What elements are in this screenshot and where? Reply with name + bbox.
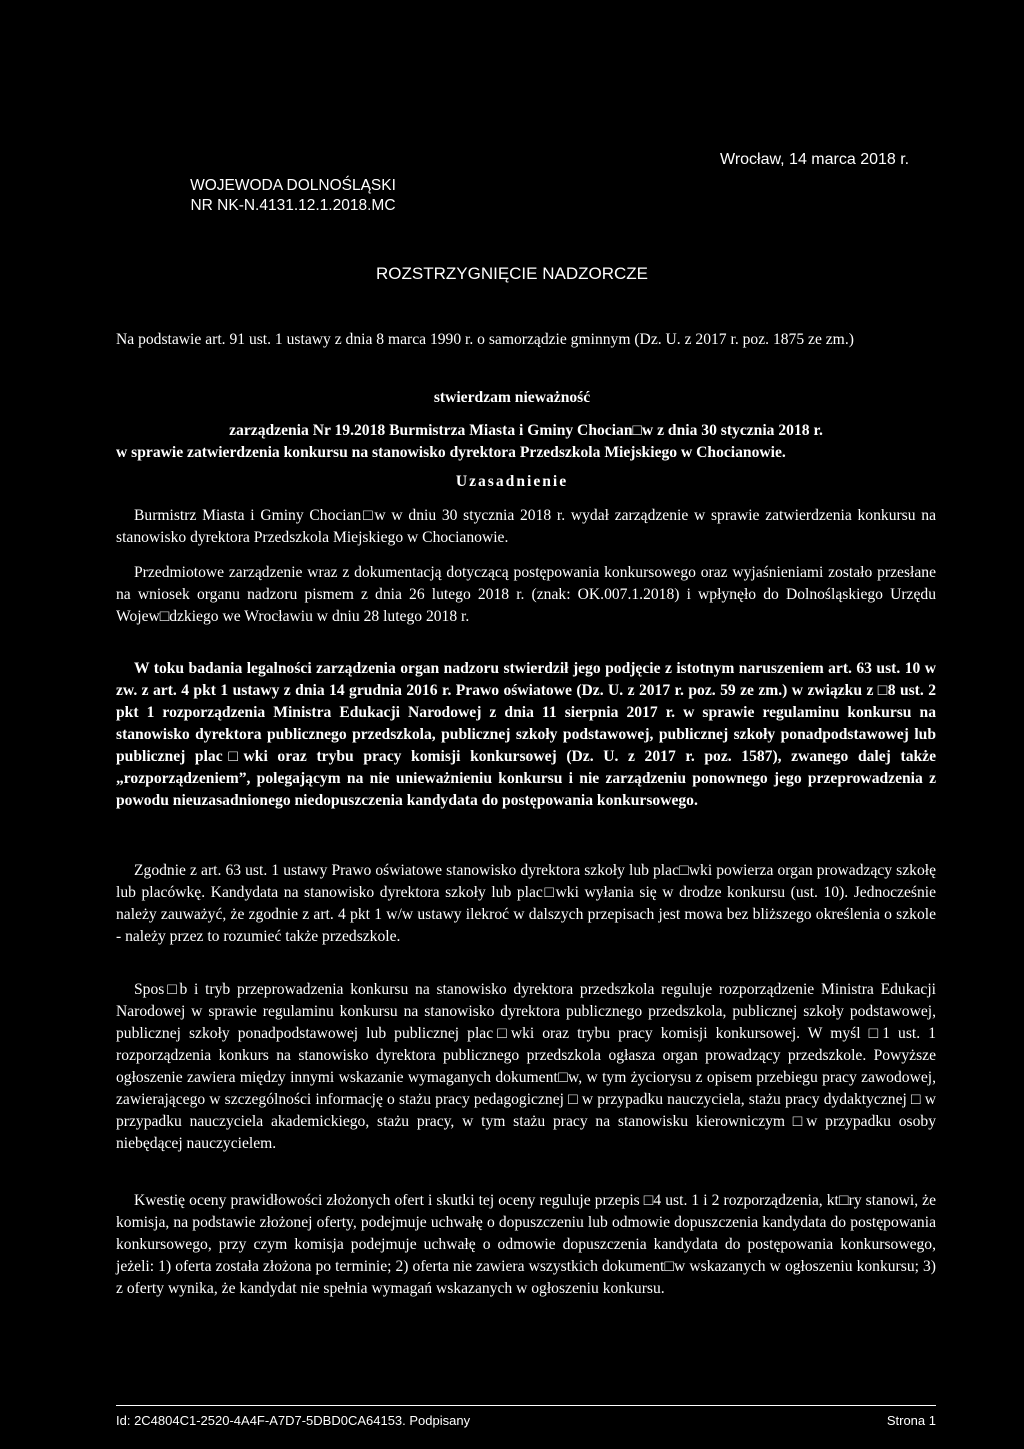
- document-title: ROZSTRZYGNIĘCIE NADZORCZE: [375, 264, 648, 283]
- reference-number: NR NK-N.4131.12.1.2018.MC: [190, 197, 396, 214]
- paragraph-5: Spos□b i tryb przeprowadzenia konkursu na stanowisko dyrektora przedszkola reguluje rozporządzenie Ministra Edukacji Narodowej w sprawie regulaminu konkursu na stanowisko dyrektora publicznego przedszkola, publicznej szkoły podstawowej, publicznej szkoły ponadpodstawowej lub publicznej plac□wki oraz trybu pracy komisji konkursowej. W myśl □1 ust. 1 rozporządzenia konkurs na stanowisko dyrektora publicznego przedszkola ogłasza organ prowadzący przedszkole. Powyższe ogłoszenie zawiera między innymi wskazanie wymaganych dokument□w, w tym życiorysu z opisem przebiegu pracy zawodowej, zawierającego w szczególności informację o stażu pracy pedagogicznej □ w przypadku nauczyciela, stażu pracy dydaktycznej □ w przypadku nauczyciela akademickiego, stażu pracy, w tym stażu pracy na stanowisku kierowniczym □w przypadku osoby niebędącej nauczycielem.: [116, 981, 936, 1152]
- header-authority-block: [148, 176, 438, 216]
- page-number: Strona 1: [886, 1413, 936, 1428]
- paragraph-4: Zgodnie z art. 63 ust. 1 ustawy Prawo oświatowe stanowisko dyrektora szkoły lub plac□wki powierza organ prowadzący szkołę lub placówkę. Kandydata na stanowisko dyrektora szkoły lub plac□wki wyłania się w drodze konkursu (ust. 10). Jednocześnie należy zauważyć, że zgodnie z art. 4 pkt 1 w/w ustawy ilekroć w dalszych przepisach jest mowa bez bliższego określenia o szkole - należy przez to rozumieć także przedszkole.: [116, 862, 936, 945]
- footer-divider: [116, 1405, 936, 1406]
- justification-heading: Uzasadnienie: [455, 473, 569, 490]
- paragraph-3: W toku badania legalności zarządzenia organ nadzoru stwierdził jego podjęcie z istotnym naruszeniem art. 63 ust. 10 w zw. z art. 4 pkt 1 ustawy z dnia 14 grudnia 2016 r. Prawo oświatowe (Dz. U. z 2017 r. poz. 59 ze zm.) w związku z □8 ust. 2 pkt 1 rozporządzenia Ministra Edukacji Narodowej z dnia 11 sierpnia 2017 r. w sprawie regulaminu konkursu na stanowisko dyrektora publicznego przedszkola, publicznej szkoły podstawowej, publicznej szkoły ponadpodstawowej lub publicznej plac□wki oraz trybu pracy komisji konkursowej (Dz. U. z 2017 r. poz. 1587), zwanego dalej także „rozporządzeniem”, polegającym na nie unieważnieniu konkursu i nie zarządzeniu ponownego jego przeprowadzenia z powodu nieuzasadnionego niedopuszczenia kandydata do postępowania konkursowego.: [116, 660, 936, 809]
- place-date: Wrocław, 14 marca 2018 r.: [720, 151, 910, 168]
- paragraph-1: Burmistrz Miasta i Gminy Chocian□w w dniu 30 stycznia 2018 r. wydał zarządzenie w sprawie zatwierdzenia konkursu na stanowisko dyrektora Przedszkola Miejskiego w Chocianowie.: [116, 507, 936, 546]
- paragraph-2: Przedmiotowe zarządzenie wraz z dokumentacją dotyczącą postępowania konkursowego oraz wyjaśnieniami zostało przesłane na wniosek organu nadzoru pismem z dnia 26 lutego 2018 r. (znak: OK.007.1.2018) i wpłynęło do Dolnośląskiego Urzędu Wojew□dzkiego we Wrocławiu w dniu 28 lutego 2018 r.: [116, 564, 936, 625]
- decision-text: stwierdzam nieważność: [433, 389, 591, 406]
- subject-line-1: zarządzenia Nr 19.2018 Burmistrza Miasta i Gminy Chocian□w z dnia 30 stycznia 2018 r.: [229, 422, 823, 439]
- subject-line-2: w sprawie zatwierdzenia konkursu na stanowisko dyrektora Przedszkola Miejskiego w Chocianowie.: [116, 444, 786, 461]
- authority-name: WOJEWODA DOLNOŚLĄSKI: [190, 177, 396, 194]
- paragraph-6: Kwestię oceny prawidłowości złożonych ofert i skutki tej oceny reguluje przepis □4 ust. 1 i 2 rozporządzenia, kt□ry stanowi, że komisja, na podstawie złożonej oferty, podejmuje uchwałę o dopuszczeniu lub odmowie dopuszczenia kandydata do postępowania konkursowego, przy czym komisja podejmuje uchwałę o odmowie dopuszczenia kandydata do postępowania konkursowego, jeżeli: 1) oferta została złożona po terminie; 2) oferta nie zawiera wszystkich dokument□w wskazanych w ogłoszeniu konkursu; 3) z oferty wynika, że kandydat nie spełnia wymagań wskazanych w ogłoszeniu konkursu.: [116, 1192, 936, 1297]
- document-id: Id: 2C4804C1-2520-4A4F-A7D7-5DBD0CA64153. Podpisany: [116, 1413, 471, 1428]
- page-footer: [116, 1413, 936, 1428]
- legal-basis: Na podstawie art. 91 ust. 1 ustawy z dnia 8 marca 1990 r. o samorządzie gminnym (Dz. U. z 2017 r. poz. 1875 ze zm.): [116, 331, 854, 348]
